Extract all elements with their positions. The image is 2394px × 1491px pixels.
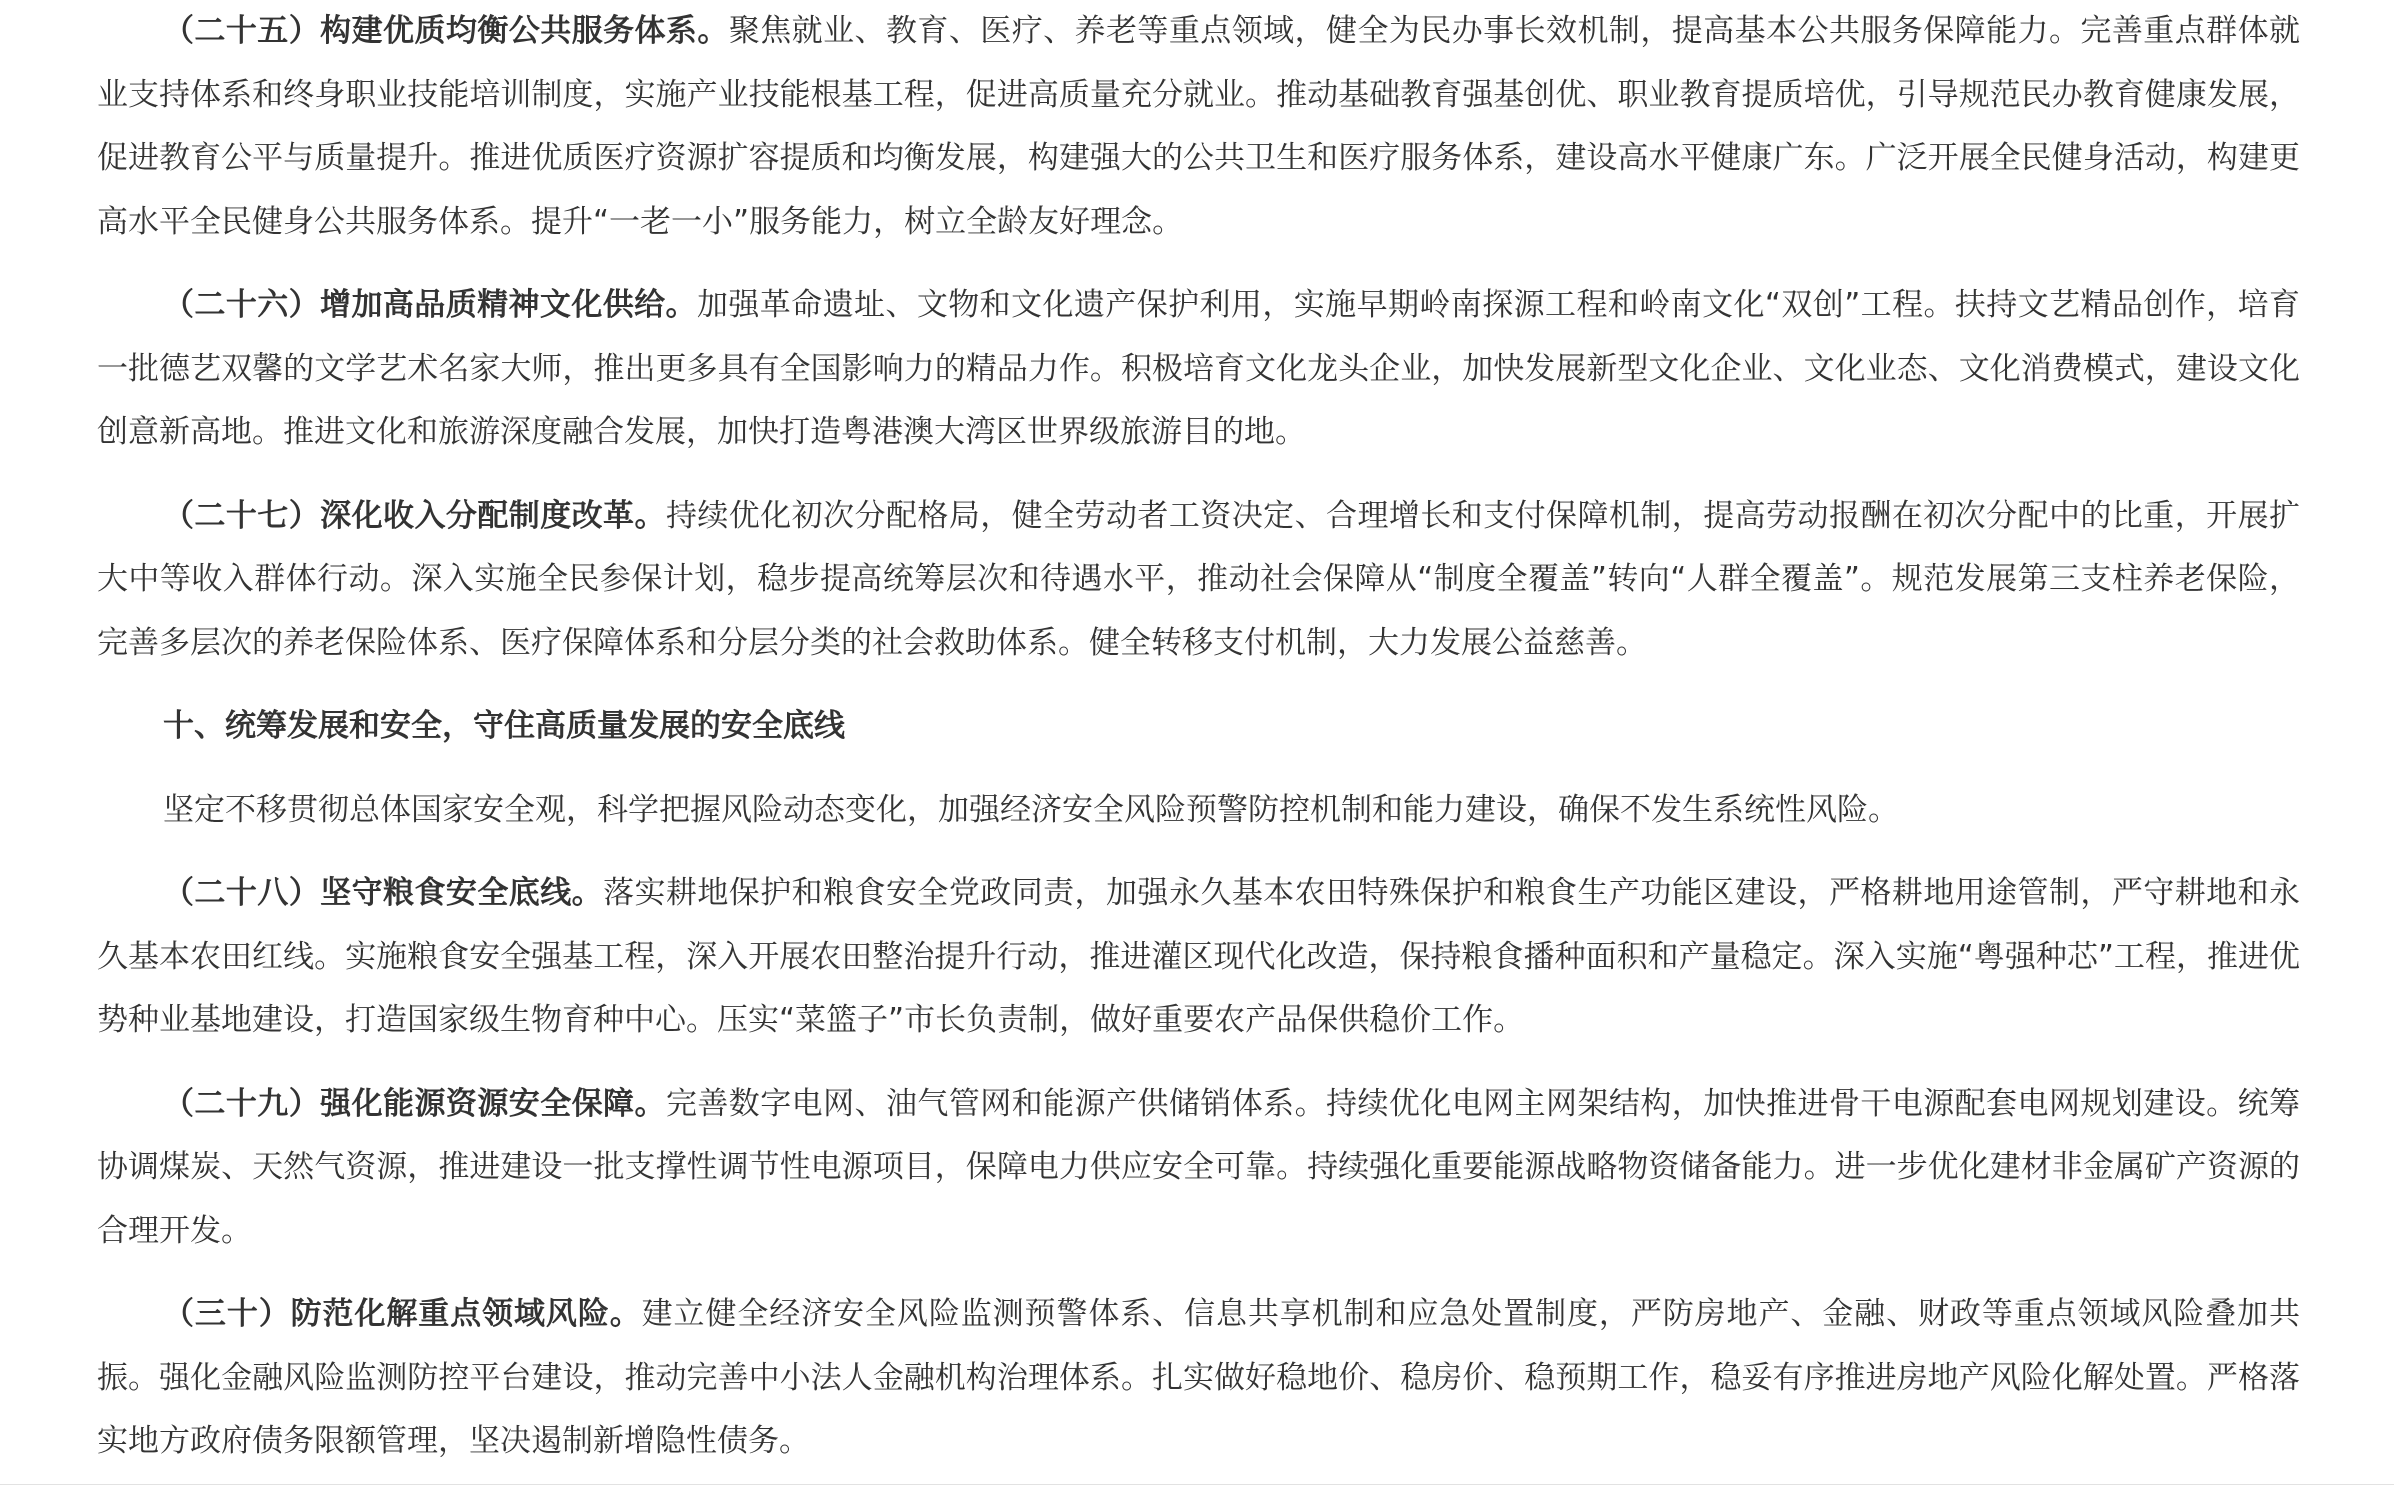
paragraph-30	[97, 1283, 2300, 1474]
paragraph-26-body: 加强革命遗址、文物和文化遗产保护利用，实施早期岭南探源工程和岭南文化“双创”工程。扶持文艺精品创作，培育一批德艺双馨的文学艺术名家大师，推出更多具有全国影响力的精品力作。积极培育文化龙头企业，加快发展新型文化企业、文化业态、文化消费模式，建设文化创意新高地。推进文化和旅游深度融合发展，加快打造粤港澳大湾区世界级旅游目的地。	[97, 287, 2300, 450]
paragraph-27-heading: （二十七）深化收入分配制度改革。	[163, 497, 666, 534]
paragraph-29	[97, 1073, 2300, 1264]
paragraph-26	[97, 274, 2300, 465]
section-title: 十、统筹发展和安全，守住高质量发展的安全底线	[163, 708, 845, 744]
paragraph-26-heading: （二十六）增加高品质精神文化供给。	[163, 287, 697, 323]
paragraph-28	[97, 862, 2300, 1053]
paragraph-29-body: 完善数字电网、油气管网和能源产供储销体系。持续优化电网主网架结构，加快推进骨干电源配套电网规划建设。统筹协调煤炭、天然气资源，推进建设一批支撑性调节性电源项目，保障电力供应安全可靠。持续强化重要能源战略物资储备能力。进一步优化建材非金属矿产资源的合理开发。	[97, 1085, 2301, 1249]
page-bottom-divider	[0, 1484, 2394, 1485]
paragraph-27	[97, 485, 2300, 676]
paragraph-25-heading: （二十五）构建优质均衡公共服务体系。	[163, 13, 729, 49]
article-body	[97, 0, 2300, 1474]
paragraph-30-heading: （三十）防范化解重点领域风险。	[163, 1296, 642, 1332]
paragraph-28-body: 落实耕地保护和粮食安全党政同责，加强永久基本农田特殊保护和粮食生产功能区建设，严格耕地用途管制，严守耕地和永久基本农田红线。实施粮食安全强基工程，深入开展农田整治提升行动，推进灌区现代化改造，保持粮食播种面积和产量稳定。深入实施“粤强种芯”工程，推进优势种业基地建设，打造国家级生物育种中心。压实“菜篮子”市长负责制，做好重要农产品保供稳价工作。	[97, 875, 2300, 1038]
paragraph-27-body: 持续优化初次分配格局，健全劳动者工资决定、合理增长和支付保障机制，提高劳动报酬在初次分配中的比重，开展扩大中等收入群体行动。深入实施全民参保计划，稳步提高统筹层次和待遇水平，推动社会保障从“制度全覆盖”转向“人群全覆盖”。规范发展第三支柱养老保险，完善多层次的养老保险体系、医疗保障体系和分层分类的社会救助体系。健全转移支付机制，大力发展公益慈善。	[97, 497, 2301, 661]
paragraph-28-heading: （二十八）坚守粮食安全底线。	[163, 875, 604, 911]
paragraph-25	[97, 0, 2300, 254]
paragraph-30-body: 建立健全经济安全风险监测预警体系、信息共享机制和应急处置制度，严防房地产、金融、财政等重点领域风险叠加共振。强化金融风险监测防控平台建设，推动完善中小法人金融机构治理体系。扎实做好稳地价、稳房价、稳预期工作，稳妥有序推进房地产风险化解处置。严格落实地方政府债务限额管理，坚决遏制新增隐性债务。	[97, 1296, 2300, 1459]
section-intro: 坚定不移贯彻总体国家安全观，科学把握风险动态变化，加强经济安全风险预警防控机制和能力建设，确保不发生系统性风险。	[163, 791, 1899, 828]
paragraph-25-body: 聚焦就业、教育、医疗、养老等重点领域，健全为民办事长效机制，提高基本公共服务保障能力。完善重点群体就业支持体系和终身职业技能培训制度，实施产业技能根基工程，促进高质量充分就业。推动基础教育强基创优、职业教育提质培优，引导规范民办教育健康发展，促进教育公平与质量提升。推进优质医疗资源扩容提质和均衡发展，构建强大的公共卫生和医疗服务体系，建设高水平健康广东。广泛开展全民健身活动，构建更高水平全民健身公共服务体系。提升“一老一小”服务能力，树立全龄友好理念。	[97, 13, 2301, 240]
paragraph-29-heading: （二十九）强化能源资源安全保障。	[163, 1085, 666, 1122]
